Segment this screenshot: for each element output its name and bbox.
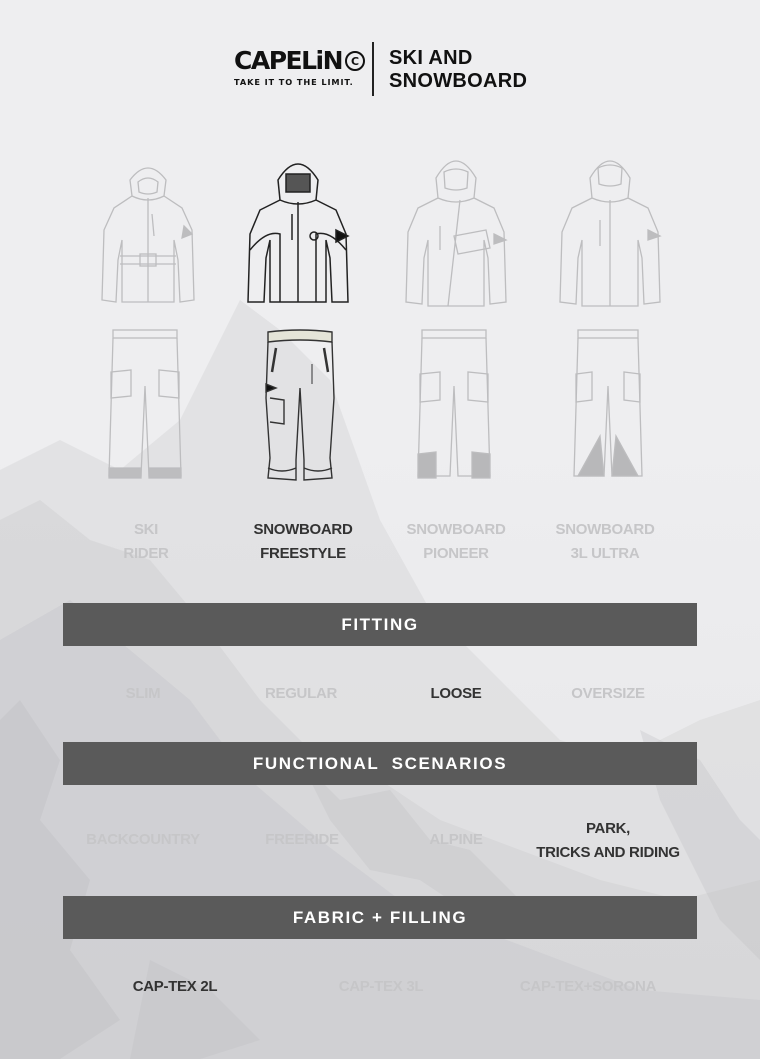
scenario-option-alpine[interactable]: ALPINE: [429, 831, 483, 848]
product-label-ski-rider[interactable]: [66, 518, 226, 566]
product-label-line: RIDER: [123, 545, 169, 562]
product-label-line: SNOWBOARD: [555, 521, 655, 538]
scenario-option-line: TRICKS AND RIDING: [536, 844, 680, 861]
product-label-snowboard-3l-ultra[interactable]: [525, 518, 685, 566]
fitting-option-regular[interactable]: REGULAR: [264, 685, 338, 702]
scenario-option-backcountry[interactable]: BACKCOUNTRY: [86, 831, 200, 848]
pants-illustration-snowboard-pioneer[interactable]: [414, 326, 494, 484]
pants-illustration-snowboard-3l-ultra[interactable]: [570, 326, 646, 484]
fabric-option-cap-tex-3l[interactable]: CAP-TEX 3L: [338, 978, 424, 995]
product-label-snowboard-freestyle[interactable]: [223, 518, 383, 566]
product-label-snowboard-pioneer[interactable]: [376, 518, 536, 566]
fabric-option-cap-tex-2l[interactable]: CAP-TEX 2L: [132, 978, 218, 995]
title-line-2: SNOWBOARD: [389, 70, 528, 92]
pants-illustration-snowboard-freestyle[interactable]: [262, 328, 338, 486]
product-label-line: SKI: [133, 521, 159, 538]
brand-name: CAPELiN: [234, 46, 343, 75]
pants-illustration-ski-rider[interactable]: [105, 326, 185, 484]
jacket-illustration-snowboard-pioneer[interactable]: [402, 150, 510, 310]
product-label-line: SNOWBOARD: [253, 521, 353, 538]
fitting-option-slim[interactable]: SLIM: [125, 685, 161, 702]
jacket-illustration-ski-rider[interactable]: [100, 160, 196, 308]
page-title: [389, 47, 527, 93]
scenarios-section-header: FUNCTIONAL SCENARIOS: [63, 742, 697, 785]
brand-logo: [234, 46, 365, 87]
scenario-option-freeride[interactable]: FREERIDE: [265, 831, 339, 848]
product-label-line: PIONEER: [423, 545, 489, 562]
fabric-section-header: FABRIC + FILLING: [63, 896, 697, 939]
fitting-option-loose[interactable]: LOOSE: [430, 685, 482, 702]
title-line-1: SKI AND: [389, 47, 473, 69]
product-label-line: FREESTYLE: [260, 545, 346, 562]
jacket-illustration-snowboard-3l-ultra[interactable]: [556, 150, 664, 310]
brand-mark-icon: C: [345, 51, 365, 71]
brand-tagline: TAKE IT TO THE LIMIT.: [234, 77, 354, 87]
product-label-line: SNOWBOARD: [406, 521, 506, 538]
fitting-option-oversize[interactable]: OVERSIZE: [571, 685, 645, 702]
scenario-option-park-tricks-riding[interactable]: [523, 817, 693, 865]
header-divider: [372, 42, 374, 96]
fitting-section-header: FITTING: [63, 603, 697, 646]
scenario-option-line: PARK,: [585, 820, 631, 837]
fabric-option-cap-tex-sorona[interactable]: CAP-TEX+SORONA: [519, 978, 657, 995]
product-label-line: 3L ULTRA: [570, 545, 640, 562]
jacket-illustration-snowboard-freestyle[interactable]: [246, 154, 350, 306]
